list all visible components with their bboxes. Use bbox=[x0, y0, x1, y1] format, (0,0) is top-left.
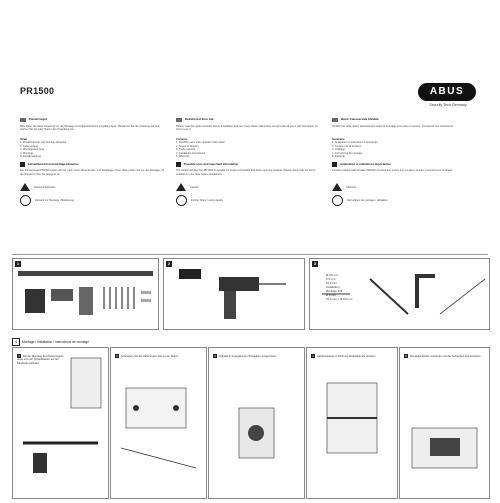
contents-title: Inhalt bbox=[20, 138, 27, 141]
spec-line: 70,0 mm × Ø 3,5 mm bbox=[326, 297, 353, 301]
spec-line: 16,0 mm bbox=[326, 281, 337, 285]
list-item: 1. Application et indications importantes bbox=[332, 141, 378, 145]
parts-illustration bbox=[13, 259, 158, 329]
warning-icon bbox=[332, 183, 342, 191]
spec-line: Ø 8 mm bbox=[326, 293, 336, 297]
panel-number: 1 bbox=[16, 261, 20, 266]
warning-label: Attention bbox=[346, 185, 357, 189]
step-panel-4 bbox=[306, 347, 398, 499]
step-description: Die Abdeckplatte montieren und die Schrauben fest anziehen. bbox=[410, 355, 482, 358]
panel-drill bbox=[163, 258, 305, 330]
lock-cylinder bbox=[79, 287, 93, 315]
warning-label: Caution bbox=[190, 185, 199, 189]
step-illustration bbox=[13, 348, 108, 498]
step-text bbox=[17, 354, 67, 365]
step-number: 1 bbox=[18, 354, 20, 358]
list-item: 4. Montage bbox=[20, 151, 33, 155]
screw-set bbox=[103, 287, 135, 309]
column-heading: Panzerriegel bbox=[29, 117, 47, 122]
brand-logo: ABUS bbox=[418, 83, 476, 101]
drill-handle-icon bbox=[224, 291, 236, 319]
step-description: Gehäusekappe in Richtung Abdeckblende drücken. bbox=[317, 355, 376, 358]
flag-de-icon bbox=[20, 118, 26, 122]
column-de bbox=[20, 118, 165, 206]
contents-list bbox=[176, 141, 321, 158]
section-marker-icon bbox=[20, 162, 25, 167]
panel-tools bbox=[309, 258, 490, 330]
info-icon bbox=[176, 195, 187, 206]
contents-title: Sommaire bbox=[332, 138, 345, 141]
step-number: 3 bbox=[214, 354, 216, 358]
intro-text: Veuillez lire cette notice attentivement avant le montage et la mise en service. Conservez ces instructions. bbox=[332, 125, 454, 128]
step-description: Bei der Montage des Panzerriegels muss sich der Schließkasten auf der Bandseite befinden. bbox=[17, 355, 64, 365]
intro-text: Please read this guide carefully before installation and use. Keep these instructions and provide all users with instruction on how to use it. bbox=[176, 125, 318, 132]
hex-key-icon bbox=[415, 274, 435, 308]
step-panel-3 bbox=[208, 347, 305, 499]
step-number: 5 bbox=[405, 354, 407, 358]
divider bbox=[12, 254, 488, 255]
list-item: 3. Tools required bbox=[176, 148, 196, 152]
brand-tagline: Security Tech Germany bbox=[429, 103, 467, 107]
step-illustration bbox=[111, 348, 206, 498]
step-panel-1 bbox=[12, 347, 109, 499]
panel-number: 2 bbox=[167, 261, 171, 266]
step-description: Schrauben Sie die Halterungen fest an der Wand. bbox=[121, 355, 179, 358]
note-label: Further fitting / using details bbox=[191, 199, 223, 203]
step-description: Zylinder in angegebenen Schrauben ausgerichtet. bbox=[219, 355, 277, 358]
bracket-part bbox=[25, 289, 45, 313]
section-title: Einsatzbereich und wichtige Hinweise bbox=[28, 162, 79, 167]
spec-line: Ø 3,5 mm bbox=[326, 273, 339, 277]
door-bar bbox=[18, 271, 153, 276]
section-marker-icon bbox=[176, 162, 181, 167]
key-set bbox=[141, 291, 151, 302]
list-item: 3. Outillage bbox=[332, 148, 346, 152]
step-panel-5 bbox=[399, 347, 490, 499]
section-title: Possible uses and important information bbox=[184, 162, 239, 167]
step-text bbox=[404, 354, 484, 358]
section-marker-icon bbox=[332, 162, 337, 167]
step-number: 2 bbox=[116, 354, 118, 358]
model-title: PR1500 bbox=[20, 86, 55, 96]
info-icon bbox=[20, 195, 31, 206]
flag-en-icon bbox=[176, 118, 182, 122]
spec-line: Installation bbox=[326, 285, 340, 289]
body-text: La barre transversale blindée PR1500 convient aux portes à un ou deux vantaux s'ouvrant vers l'intérieur. bbox=[332, 169, 453, 173]
warning-label: Sicherheitshinweis bbox=[34, 185, 56, 189]
bracket-part bbox=[51, 289, 73, 301]
section-title: Application et indications importantes bbox=[340, 162, 391, 167]
section-number: 4 bbox=[12, 338, 20, 346]
list-item: 2. Contenu de la livraison bbox=[332, 144, 362, 148]
info-icon bbox=[332, 195, 343, 206]
intro-text: Bitte lesen Sie diese Anleitung vor der Montage und Inbetriebnahme sorgfältig durch. Bewahren Sie die Anleitung auf und reichen Sie sie jeder Nutzer des Produktes mit. bbox=[20, 125, 160, 132]
contents-list bbox=[20, 141, 165, 158]
warning-icon bbox=[176, 183, 186, 191]
step-panel-2 bbox=[110, 347, 207, 499]
list-item: 1. Possible uses and important information bbox=[176, 141, 226, 145]
body-text: Der Panzerriegel PR1500 eignet sich für nach innen öffnende Ein- und Zweiflügel-Türen. Bitte prüfen Sie vor der Montage, ob der Riegel für Ihre Tür geeignet ist. bbox=[20, 169, 165, 176]
panel-number: 3 bbox=[313, 261, 317, 266]
contents-title: Contents bbox=[176, 138, 188, 141]
spec-line: 0,5 mm bbox=[326, 277, 336, 281]
list-item: 2. Lieferumfang bbox=[20, 144, 39, 148]
tool-specs bbox=[326, 273, 352, 301]
section-title-installation bbox=[12, 338, 89, 346]
step-illustration bbox=[400, 348, 489, 498]
list-item: 2. Scope of delivery bbox=[176, 144, 199, 148]
list-item: 1. Einsatzbereich und wichtige Hinweise bbox=[20, 141, 67, 145]
battery-icon bbox=[179, 269, 201, 279]
list-item: 5. Warranty bbox=[176, 155, 190, 159]
note-label: Instructions de montage / utilisation bbox=[347, 199, 388, 203]
step-number: 4 bbox=[312, 354, 314, 358]
section-label: Montage / Installation / Instructions de montage bbox=[22, 340, 89, 344]
column-heading: Reinforced door bar bbox=[185, 117, 214, 122]
contents-list bbox=[332, 141, 477, 158]
body-text: The reinforced door bar PR1500 is suitable for single and double leaf doors opening inwards. Please check that the bar is suitable for your door before installation. bbox=[176, 169, 316, 176]
drill-body-icon bbox=[219, 277, 259, 291]
flag-fr-icon bbox=[332, 118, 338, 122]
step-text bbox=[213, 354, 299, 358]
note-label: Hinweis zur Montage / Bedienung bbox=[35, 199, 74, 203]
step-illustration bbox=[209, 348, 304, 498]
list-item: 4. Installation instructions bbox=[176, 151, 206, 155]
step-text bbox=[115, 354, 201, 358]
step-illustration bbox=[307, 348, 397, 498]
step-text bbox=[311, 354, 391, 358]
list-item: 3. Montagewerkzeug bbox=[20, 148, 45, 152]
panel-parts bbox=[12, 258, 159, 330]
spec-line: Montage drill bbox=[326, 289, 343, 293]
list-item: 5. Garantie bbox=[332, 155, 345, 159]
list-item: 5. Gewährleistung bbox=[20, 155, 41, 159]
screwdriver-icon bbox=[370, 279, 408, 314]
drill-illustration bbox=[164, 259, 304, 329]
column-fr bbox=[332, 118, 477, 206]
warning-icon bbox=[20, 183, 30, 191]
list-item: 4. Instructions de montage bbox=[332, 151, 363, 155]
column-en bbox=[176, 118, 321, 206]
column-heading: Barre transversale blindée bbox=[341, 117, 379, 122]
measuring-tool-icon bbox=[440, 279, 485, 314]
